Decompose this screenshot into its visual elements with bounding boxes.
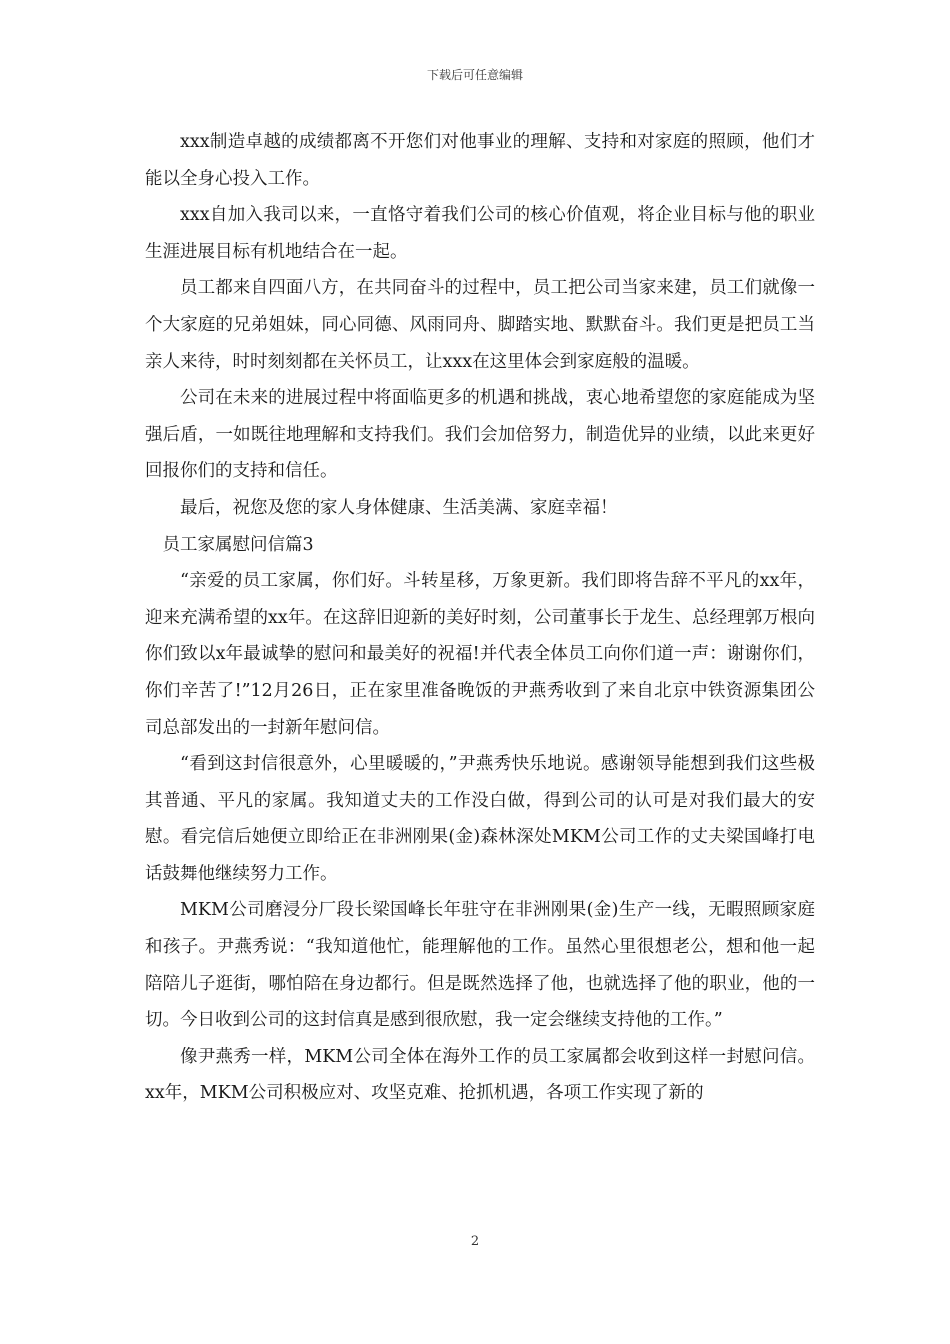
- page-header: 下载后可任意编辑: [426, 68, 523, 82]
- paragraph-6: “亲爱的员工家属，你们好。斗转星移，万象更新。我们即将告辞不平凡的xx年，迎来充满希望的xx年。在这辞旧迎新的美好时刻，公司董事长于龙生、总经理郭万根向你们致以x年最诚挚的慰问和最美好的祝福!并代表全体员工向你们道一声：谢谢你们，你们辛苦了!”12月26日，正在家里准备晚饭的尹燕秀收到了来自北京中铁资源集团公司总部发出的一封新年慰问信。: [145, 571, 815, 738]
- paragraph-8: MKM公司磨浸分厂段长梁国峰长年驻守在非洲刚果(金)生产一线，无暇照顾家庭和孩子。尹燕秀说：“我知道他忙，能理解他的工作。虽然心里很想老公，想和他一起陪陪儿子逛街，哪怕陪在身边都行。但是既然选择了他，也就选择了他的职业，他的一切。今日收到公司的这封信真是感到很欣慰，我一定会继续支持他的工作。”: [145, 900, 815, 1031]
- paragraph-4: 公司在未来的进展过程中将面临更多的机遇和挑战，衷心地希望您的家庭能成为坚强后盾，一如既往地理解和支持我们。我们会加倍努力，制造优异的业绩，以此来更好回报你们的支持和信任。: [145, 388, 815, 482]
- section-heading: 员工家属慰问信篇3: [162, 534, 314, 555]
- paragraph-9: 像尹燕秀一样，MKM公司全体在海外工作的员工家属都会收到这样一封慰问信。xx年，MKM公司积极应对、攻坚克难、抢抓机遇，各项工作实现了新的: [145, 1046, 815, 1104]
- paragraph-2: xxx自加入我司以来，一直恪守着我们公司的核心价值观，将企业目标与他的职业生涯进展目标有机地结合在一起。: [145, 205, 815, 262]
- paragraph-1: xxx制造卓越的成绩都离不开您们对他事业的理解、支持和对家庭的照顾，他们才能以全身心投入工作。: [145, 132, 815, 189]
- document-body: [145, 124, 815, 1112]
- page-number: 2: [470, 1234, 480, 1249]
- paragraph-5: 最后，祝您及您的家人身体健康、生活美满、家庭幸福！: [180, 497, 618, 518]
- paragraph-3: 员工都来自四面八方，在共同奋斗的过程中，员工把公司当家来建，员工们就像一个大家庭的兄弟姐妹，同心同德、风雨同舟、脚踏实地、默默奋斗。我们更是把员工当亲人来待，时时刻刻都在关怀员工，让xxx在这里体会到家庭般的温暖。: [145, 278, 815, 372]
- paragraph-7: “看到这封信很意外，心里暖暖的，”尹燕秀快乐地说。感谢领导能想到我们这些极其普通、平凡的家属。我知道丈夫的工作没白做，得到公司的认可是对我们最大的安慰。看完信后她便立即给正在非洲刚果(金)森林深处MKM公司工作的丈夫梁国峰打电话鼓舞他继续努力工作。: [145, 754, 815, 884]
